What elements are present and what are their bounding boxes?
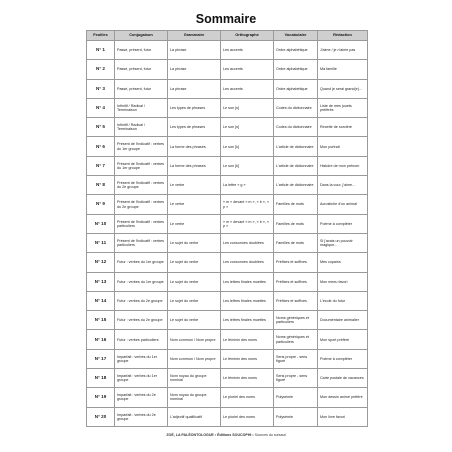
table-cell: Polysémie xyxy=(274,388,318,407)
table-cell: Poème à compléter xyxy=(318,349,368,368)
footer-brand: ZOÉ, LA PALÉONTOLOGUE xyxy=(166,433,214,437)
table-cell: Mon sport préféré xyxy=(318,330,368,349)
table-cell: Futur : verbes particuliers xyxy=(115,330,168,349)
table-cell: Les lettres finales muettes xyxy=(221,311,274,330)
table-cell: Noms génériques et particuliers xyxy=(274,330,318,349)
sheet-number: N° 13 xyxy=(87,272,115,291)
table-cell: « m » devant « m », « b », « p » xyxy=(221,195,274,214)
table-row xyxy=(87,79,368,98)
table-cell: Les accents xyxy=(221,41,274,60)
sheet-number: N° 12 xyxy=(87,253,115,272)
sheet-number: N° 11 xyxy=(87,233,115,252)
table-row xyxy=(87,195,368,214)
table-row xyxy=(87,291,368,310)
table-cell: Futur : verbes du 1er groupe xyxy=(115,253,168,272)
sheet-number: N° 3 xyxy=(87,79,115,98)
table-cell: Mon portrait xyxy=(318,137,368,156)
column-header: Vocabulaire xyxy=(274,31,318,41)
table-cell: Imparfait : verbes du 1er groupe xyxy=(115,349,168,368)
table-cell: Infinitif / Radical / Terminaison xyxy=(115,98,168,117)
table-cell: Présent de l'indicatif : verbes du 1er groupe xyxy=(115,156,168,175)
table-cell: Le pluriel des noms xyxy=(221,388,274,407)
table-cell: Les types de phrases xyxy=(168,98,221,117)
sheet-number: N° 16 xyxy=(87,330,115,349)
table-cell: Recette de sorcière xyxy=(318,118,368,137)
table-cell: La phrase xyxy=(168,60,221,79)
table-cell: Imparfait : verbes du 2e groupe xyxy=(115,407,168,426)
page-title: Sommaire xyxy=(195,12,257,26)
table-cell: L'adjectif qualificatif xyxy=(168,407,221,426)
table-cell: Les types de phrases xyxy=(168,118,221,137)
sheet-number: N° 4 xyxy=(87,98,115,117)
table-row xyxy=(87,272,368,291)
table-cell: Le féminin des noms xyxy=(221,330,274,349)
sheet-number: N° 19 xyxy=(87,388,115,407)
table-cell: Carte postale de vacances xyxy=(318,369,368,388)
table-cell: Mes copains xyxy=(318,253,368,272)
table-cell: Nom noyau du groupe nominal xyxy=(168,388,221,407)
table-cell: Ordre alphabétique xyxy=(274,60,318,79)
column-header: Feuilles xyxy=(87,31,115,41)
table-cell: Nom noyau du groupe nominal xyxy=(168,369,221,388)
sheet-number: N° 17 xyxy=(87,349,115,368)
table-cell: Le verbe xyxy=(168,214,221,233)
sheet-number: N° 18 xyxy=(87,369,115,388)
table-cell: Présent de l'indicatif : verbes du 2e groupe xyxy=(115,176,168,195)
table-cell: Acrostiche d'un animal xyxy=(318,195,368,214)
table-cell: L'article de dictionnaire xyxy=(274,137,318,156)
header-row xyxy=(87,31,368,41)
table-cell: « m » devant « m », « b », « p » xyxy=(221,214,274,233)
table-cell: Présent de l'indicatif : verbes particuliers xyxy=(115,214,168,233)
table-cell: Nom commun / Nom propre xyxy=(168,330,221,349)
table-cell: Sens propre - sens figuré xyxy=(274,349,318,368)
table-cell: La forme des phrases xyxy=(168,156,221,175)
table-cell: Si j'avais un pouvoir magique... xyxy=(318,233,368,252)
table-row xyxy=(87,118,368,137)
table-row xyxy=(87,176,368,195)
column-header: Orthographe xyxy=(221,31,274,41)
table-cell: Le son [k] xyxy=(221,156,274,175)
sheet-number: N° 8 xyxy=(87,176,115,195)
table-cell: Les accents xyxy=(221,60,274,79)
table-cell: Passé, présent, futur xyxy=(115,79,168,98)
table-cell: Les accents xyxy=(221,79,274,98)
sheet-number: N° 15 xyxy=(87,311,115,330)
table-cell: Polysémie xyxy=(274,407,318,426)
table-cell: Familles de mots xyxy=(274,214,318,233)
table-body xyxy=(87,41,368,427)
sheet-number: N° 9 xyxy=(87,195,115,214)
table-cell: Infinitif / Radical / Terminaison xyxy=(115,118,168,137)
table-cell: Futur : verbes du 1er groupe xyxy=(115,272,168,291)
table-cell: Préfixes et suffixes xyxy=(274,253,318,272)
table-cell: Ordre alphabétique xyxy=(274,79,318,98)
table-cell: Les consonnes doublées xyxy=(221,233,274,252)
table-cell: La phrase xyxy=(168,79,221,98)
sheet-number: N° 14 xyxy=(87,291,115,310)
table-cell: Codes du dictionnaire xyxy=(274,98,318,117)
table-cell: Documentaire animalier xyxy=(318,311,368,330)
table-row xyxy=(87,369,368,388)
table-cell: Imparfait : verbes du 1er groupe xyxy=(115,369,168,388)
page-footer xyxy=(0,433,452,437)
table-row xyxy=(87,311,368,330)
sheet-number: N° 10 xyxy=(87,214,115,233)
table-cell: Familles de mots xyxy=(274,233,318,252)
table-cell: La lettre « g » xyxy=(221,176,274,195)
table-row xyxy=(87,330,368,349)
table-cell: Le sujet du verbe xyxy=(168,253,221,272)
column-header: Conjugaison xyxy=(115,31,168,41)
table-cell: Le son [k] xyxy=(221,137,274,156)
table-cell: Futur : verbes du 2e groupe xyxy=(115,311,168,330)
table-cell: Le son [s] xyxy=(221,118,274,137)
table-cell: Les lettres finales muettes xyxy=(221,272,274,291)
table-cell: Préfixes et suffixes xyxy=(274,291,318,310)
table-cell: Mon livre favori xyxy=(318,407,368,426)
table-cell: Noms génériques et particuliers xyxy=(274,311,318,330)
table-row xyxy=(87,407,368,426)
table-cell: Le sujet du verbe xyxy=(168,272,221,291)
summary-table xyxy=(86,30,368,427)
table-row xyxy=(87,60,368,79)
table-header xyxy=(87,31,368,41)
table-cell: Les lettres finales muettes xyxy=(221,291,274,310)
table-row xyxy=(87,98,368,117)
table-cell: Mon meeu favori xyxy=(318,272,368,291)
table-row xyxy=(87,137,368,156)
table-cell: Les consonnes doublées xyxy=(221,253,274,272)
table-cell: Passé, présent, futur xyxy=(115,41,168,60)
table-cell: L'école du futur xyxy=(318,291,368,310)
table-row xyxy=(87,156,368,175)
table-cell: J'aime / je n'aime pas xyxy=(318,41,368,60)
footer-rest: • Sources du sursaut xyxy=(251,433,286,437)
table-cell: Imparfait : verbes du 2e groupe xyxy=(115,388,168,407)
column-header: Grammaire xyxy=(168,31,221,41)
table-cell: L'article de dictionnaire xyxy=(274,176,318,195)
table-cell: Ordre alphabétique xyxy=(274,41,318,60)
table-cell: Le pluriel des noms xyxy=(221,407,274,426)
column-header: Rédaction xyxy=(318,31,368,41)
table-cell: Liste de mes jouets préférés xyxy=(318,98,368,117)
table-row xyxy=(87,253,368,272)
table-cell: Le son [s] xyxy=(221,98,274,117)
table-cell: Sens propre - sens figuré xyxy=(274,369,318,388)
table-cell: Présent de l'indicatif : verbes du 2e groupe xyxy=(115,195,168,214)
table-cell: Mon dessin animé préféré xyxy=(318,388,368,407)
footer-separator: • xyxy=(213,433,218,437)
table-cell: Le féminin des noms xyxy=(221,369,274,388)
table-cell: La phrase xyxy=(168,41,221,60)
sheet-number: N° 6 xyxy=(87,137,115,156)
table-cell: Futur : verbes du 2e groupe xyxy=(115,291,168,310)
sheet-number: N° 1 xyxy=(87,41,115,60)
table-cell: Passé, présent, futur xyxy=(115,60,168,79)
table-cell: Poème à compléter xyxy=(318,214,368,233)
sheet-number: N° 2 xyxy=(87,60,115,79)
table-cell: Le sujet du verbe xyxy=(168,291,221,310)
table-cell: Codes du dictionnaire xyxy=(274,118,318,137)
table-cell: Le verbe xyxy=(168,195,221,214)
table-cell: La forme des phrases xyxy=(168,137,221,156)
table-cell: Préfixes et suffixes xyxy=(274,272,318,291)
table-row xyxy=(87,388,368,407)
table-cell: Ma famille xyxy=(318,60,368,79)
sheet-number: N° 5 xyxy=(87,118,115,137)
table-row xyxy=(87,41,368,60)
table-cell: Nom commun / Nom propre xyxy=(168,349,221,368)
table-cell: Présent de l'indicatif : verbes du 1er groupe xyxy=(115,137,168,156)
table-row xyxy=(87,349,368,368)
table-cell: Présent de l'indicatif : verbes particuliers xyxy=(115,233,168,252)
table-cell: Quand je serai grand(e)... xyxy=(318,79,368,98)
table-cell: Le sujet du verbe xyxy=(168,311,221,330)
table-cell: Le féminin des noms xyxy=(221,349,274,368)
footer-publisher: Éditions SOUCOPHI xyxy=(217,433,252,437)
table-cell: Histoire de mon prénom xyxy=(318,156,368,175)
table-cell: Dans la cour, j'aime... xyxy=(318,176,368,195)
table-cell: Le sujet du verbe xyxy=(168,233,221,252)
table-cell: Familles de mots xyxy=(274,195,318,214)
table-cell: Le verbe xyxy=(168,176,221,195)
table-row xyxy=(87,233,368,252)
table-cell: L'article de dictionnaire xyxy=(274,156,318,175)
table-row xyxy=(87,214,368,233)
sheet-number: N° 7 xyxy=(87,156,115,175)
sheet-number: N° 20 xyxy=(87,407,115,426)
